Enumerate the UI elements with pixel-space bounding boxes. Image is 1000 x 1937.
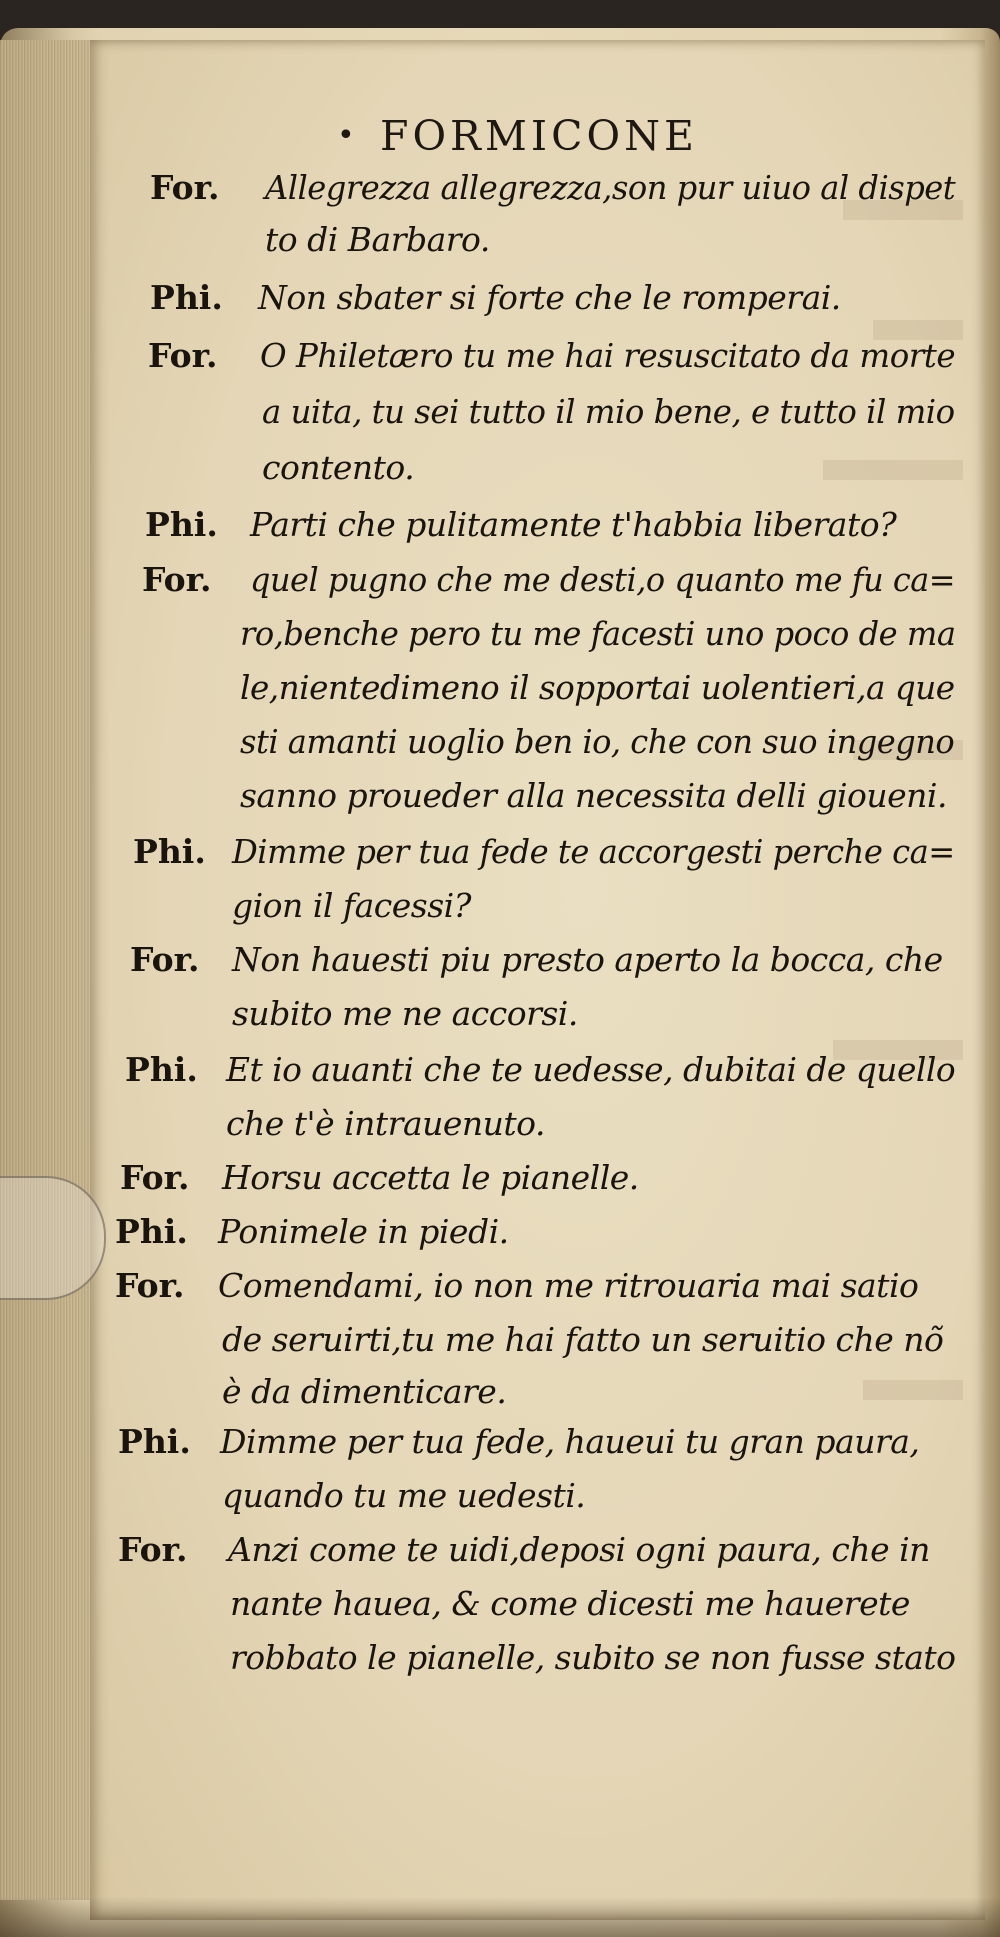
text-line: Allegrezza allegrezza,son pur uiuo al dispet	[265, 168, 956, 207]
text-line: quel pugno che me desti,o quanto me fu ca=	[250, 560, 956, 599]
text-line: Comendami, io non me ritrouaria mai satio	[218, 1266, 919, 1305]
text-line: contento.	[262, 448, 415, 487]
text-line: Dimme per tua fede te accorgesti perche ca=	[232, 832, 955, 871]
text-line: sti amanti uoglio ben io, che con suo ingegno	[240, 722, 955, 761]
speaker-label: For.	[142, 560, 212, 599]
text-line: Parti che pulitamente t'habbia liberato?	[250, 505, 897, 544]
text-line: robbato le pianelle, subito se non fusse stato	[230, 1638, 956, 1677]
speaker-label: Phi.	[133, 832, 206, 871]
text-line: quando tu me uedesti.	[222, 1476, 586, 1515]
speaker-label: Phi.	[150, 278, 223, 317]
speaker-label: For.	[115, 1266, 185, 1305]
running-head: FORMICONE	[380, 112, 698, 160]
speaker-label: For.	[118, 1530, 188, 1569]
text-line: le,nientedimeno il sopportai uolentieri,a que	[240, 668, 955, 707]
text-line: to di Barbaro.	[265, 220, 490, 259]
text-line: Ponimele in piedi.	[218, 1212, 509, 1251]
text-line: gion il facessi?	[232, 886, 471, 925]
text-line: de seruirti,tu me hai fatto un seruitio che nõ	[222, 1320, 944, 1359]
text-line: Horsu accetta le pianelle.	[222, 1158, 639, 1197]
text-line: sanno proueder alla necessita delli gioueni.	[240, 776, 947, 815]
bottom-shadow	[0, 1897, 1000, 1937]
text-line: ro,benche pero tu me facesti uno poco de ma	[240, 614, 956, 653]
speaker-label: For.	[150, 168, 220, 207]
speaker-label: Phi.	[145, 505, 218, 544]
speaker-label: Phi.	[118, 1422, 191, 1461]
text-line: subito me ne accorsi.	[232, 994, 578, 1033]
text-line: Anzi come te uidi,deposi ogni paura, che in	[228, 1530, 930, 1569]
speaker-label: Phi.	[125, 1050, 198, 1089]
show-through-mark	[823, 460, 963, 480]
speaker-label: For.	[130, 940, 200, 979]
text-line: O Philetæro tu me hai resuscitato da morte	[260, 336, 956, 375]
page-edges	[0, 40, 90, 1900]
text-line: che t'è intrauenuto.	[226, 1104, 545, 1143]
text-line: Non sbater si forte che le romperai.	[258, 278, 841, 317]
text-line: è da dimenticare.	[222, 1372, 507, 1411]
header-ornament: •	[337, 118, 355, 153]
text-line: Non hauesti piu presto aperto la bocca, che	[232, 940, 943, 979]
speaker-label: Phi.	[115, 1212, 188, 1251]
text-line: Et io auanti che te uedesse, dubitai de quello	[226, 1050, 956, 1089]
speaker-label: For.	[120, 1158, 190, 1197]
text-line: nante hauea, & come dicesti me hauerete	[230, 1584, 910, 1623]
speaker-label: For.	[148, 336, 218, 375]
text-line: a uita, tu sei tutto il mio bene, e tutto il mio	[262, 392, 955, 431]
show-through-mark	[863, 1380, 963, 1400]
text-line: Dimme per tua fede, haueui tu gran paura,	[220, 1422, 920, 1461]
